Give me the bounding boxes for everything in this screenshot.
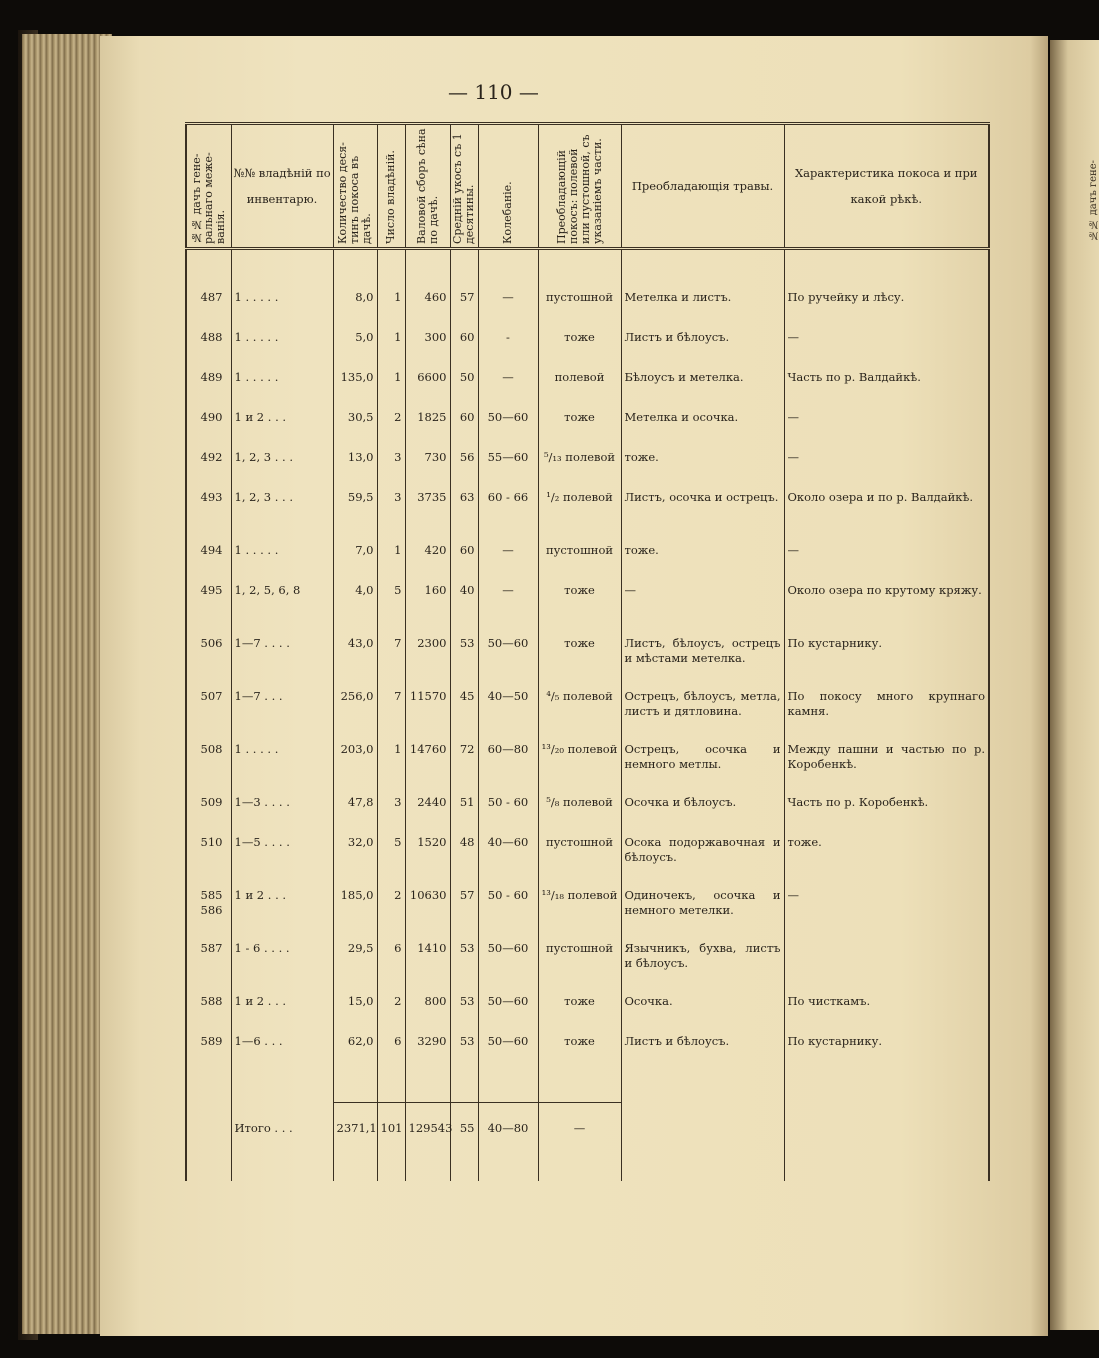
cell-travy: Листъ и бѣлоусъ. — [621, 330, 784, 370]
cell-sbor: 11570 — [405, 689, 450, 742]
cell-harakt: По ручейку и лѣсу. — [784, 290, 989, 330]
adjacent-page-fragment: №№ дачъ гене- — [1088, 160, 1099, 241]
table-row — [186, 795, 989, 835]
cell-harakt: — — [784, 888, 989, 941]
cell-vlad: 1, 2, 5, 6, 8 — [231, 583, 333, 636]
table-row — [186, 835, 989, 888]
cell-koleb: 50—60 — [478, 410, 538, 450]
cell-vlad: 1—5 . . . . — [231, 835, 333, 888]
cell-sbor: 10630 — [405, 888, 450, 941]
header-pokos: Преобладающій покосъ: полевой или пустошной, съ указаніемъ части. — [538, 124, 621, 249]
cell-pokos: тоже — [538, 994, 621, 1034]
cell-dacha: 585 586 — [186, 888, 231, 941]
total-desyat: 2371,1 — [333, 1103, 377, 1182]
cell-ukos: 60 — [450, 543, 478, 583]
hay-statistics-table — [185, 122, 990, 1181]
cell-ukos: 53 — [450, 636, 478, 689]
cell-dacha: 488 — [186, 330, 231, 370]
total-empty-cell — [621, 1103, 784, 1182]
cell-vlad: 1 и 2 . . . — [231, 888, 333, 941]
cell-dacha: 492 — [186, 450, 231, 490]
cell-koleb: 40—60 — [478, 835, 538, 888]
cell-sbor: 800 — [405, 994, 450, 1034]
cell-pokos: ⁵/₁₃ полевой — [538, 450, 621, 490]
cell-pokos: ¹/₂ полевой — [538, 490, 621, 543]
cell-chislo: 5 — [377, 583, 405, 636]
cell-ukos: 60 — [450, 410, 478, 450]
total-koleb: 40—80 — [478, 1103, 538, 1182]
cell-desyat: 15,0 — [333, 994, 377, 1034]
table-row — [186, 583, 989, 636]
cell-sbor: 300 — [405, 330, 450, 370]
cell-harakt: тоже. — [784, 835, 989, 888]
cell-desyat: 32,0 — [333, 835, 377, 888]
cell-harakt: По покосу много крупнаго камня. — [784, 689, 989, 742]
cell-harakt: По чисткамъ. — [784, 994, 989, 1034]
cell-koleb: 50—60 — [478, 994, 538, 1034]
cell-ukos: 63 — [450, 490, 478, 543]
cell-dacha: 588 — [186, 994, 231, 1034]
header-ukos: Средній укосъ съ 1 десятины. — [450, 124, 478, 249]
table-row — [186, 941, 989, 994]
cell-dacha: 494 — [186, 543, 231, 583]
cell-sbor: 730 — [405, 450, 450, 490]
cell-travy: Одиночекъ, осочка и немного метелки. — [621, 888, 784, 941]
cell-sbor: 6600 — [405, 370, 450, 410]
cell-desyat: 135,0 — [333, 370, 377, 410]
table-row — [186, 636, 989, 689]
total-sbor: 129543 — [405, 1103, 450, 1182]
cell-ukos: 48 — [450, 835, 478, 888]
table-row — [186, 330, 989, 370]
total-label: Итого . . . — [231, 1103, 333, 1182]
header-harakteristika: Характеристика покоса и при какой рѣкѣ. — [784, 124, 989, 249]
cell-ukos: 53 — [450, 1034, 478, 1103]
cell-travy: Осока подоржавочная и бѣлоусъ. — [621, 835, 784, 888]
cell-sbor: 460 — [405, 290, 450, 330]
cell-harakt — [784, 941, 989, 994]
table-row — [186, 370, 989, 410]
cell-chislo: 1 — [377, 370, 405, 410]
cell-chislo: 2 — [377, 888, 405, 941]
cell-ukos: 72 — [450, 742, 478, 795]
table-row — [186, 450, 989, 490]
cell-pokos: пустошной — [538, 941, 621, 994]
cell-travy: Метелка и листъ. — [621, 290, 784, 330]
cell-travy: Метелка и осочка. — [621, 410, 784, 450]
cell-travy: Листъ, осочка и острецъ. — [621, 490, 784, 543]
cell-ukos: 57 — [450, 290, 478, 330]
cell-pokos: тоже — [538, 636, 621, 689]
cell-pokos: ¹³/₁₈ полевой — [538, 888, 621, 941]
cell-desyat: 5,0 — [333, 330, 377, 370]
cell-koleb: 50—60 — [478, 941, 538, 994]
cell-travy: тоже. — [621, 450, 784, 490]
page-number: — 110 — — [448, 80, 539, 104]
cell-vlad: 1 и 2 . . . — [231, 994, 333, 1034]
cell-harakt: По кустарнику. — [784, 1034, 989, 1103]
cell-sbor: 1520 — [405, 835, 450, 888]
cell-dacha: 589 — [186, 1034, 231, 1103]
cell-travy: Острецъ, осочка и немного метлы. — [621, 742, 784, 795]
cell-chislo: 7 — [377, 689, 405, 742]
cell-koleb: — — [478, 543, 538, 583]
cell-desyat: 256,0 — [333, 689, 377, 742]
cell-sbor: 2300 — [405, 636, 450, 689]
cell-vlad: 1 . . . . . — [231, 742, 333, 795]
cell-pokos: ⁵/₈ полевой — [538, 795, 621, 835]
cell-chislo: 1 — [377, 543, 405, 583]
cell-vlad: 1 и 2 . . . — [231, 410, 333, 450]
cell-chislo: 1 — [377, 742, 405, 795]
cell-vlad: 1, 2, 3 . . . — [231, 490, 333, 543]
table-row — [186, 490, 989, 543]
cell-chislo: 1 — [377, 330, 405, 370]
cell-dacha: 508 — [186, 742, 231, 795]
cell-koleb: — — [478, 370, 538, 410]
cell-desyat: 8,0 — [333, 290, 377, 330]
cell-chislo: 5 — [377, 835, 405, 888]
header-dacha: №№ дачъ гене-ральнаго меже-ванія. — [186, 124, 231, 249]
book-page-edges — [22, 34, 112, 1334]
cell-koleb: 50—60 — [478, 1034, 538, 1103]
cell-koleb: 50 - 60 — [478, 888, 538, 941]
cell-ukos: 40 — [450, 583, 478, 636]
cell-vlad: 1—7 . . . — [231, 689, 333, 742]
cell-sbor: 1825 — [405, 410, 450, 450]
total-ukos: 55 — [450, 1103, 478, 1182]
adjacent-page — [1050, 40, 1099, 1330]
cell-travy: Бѣлоусъ и метелка. — [621, 370, 784, 410]
cell-koleb: 50 - 60 — [478, 795, 538, 835]
cell-harakt: Около озера по крутому кряжу. — [784, 583, 989, 636]
cell-travy: — — [621, 583, 784, 636]
cell-dacha: 489 — [186, 370, 231, 410]
cell-ukos: 60 — [450, 330, 478, 370]
cell-chislo: 3 — [377, 450, 405, 490]
cell-desyat: 29,5 — [333, 941, 377, 994]
cell-desyat: 4,0 — [333, 583, 377, 636]
total-empty-cell — [784, 1103, 989, 1182]
cell-desyat: 203,0 — [333, 742, 377, 795]
total-pokos: — — [538, 1103, 621, 1182]
total-empty-cell — [186, 1103, 231, 1182]
cell-desyat: 185,0 — [333, 888, 377, 941]
cell-vlad: 1 - 6 . . . . — [231, 941, 333, 994]
cell-ukos: 56 — [450, 450, 478, 490]
cell-desyat: 47,8 — [333, 795, 377, 835]
cell-dacha: 506 — [186, 636, 231, 689]
table-row — [186, 888, 989, 941]
cell-vlad: 1 . . . . . — [231, 543, 333, 583]
cell-sbor: 14760 — [405, 742, 450, 795]
table-row — [186, 290, 989, 330]
cell-dacha: 509 — [186, 795, 231, 835]
header-sbor: Валовой сборъ сѣна по дачѣ. — [405, 124, 450, 249]
cell-dacha: 493 — [186, 490, 231, 543]
table-row — [186, 1034, 989, 1103]
cell-sbor: 420 — [405, 543, 450, 583]
cell-pokos: пустошной — [538, 543, 621, 583]
cell-pokos: тоже — [538, 583, 621, 636]
cell-pokos: пустошной — [538, 290, 621, 330]
cell-pokos: ⁴/₅ полевой — [538, 689, 621, 742]
table-row — [186, 994, 989, 1034]
cell-dacha: 487 — [186, 290, 231, 330]
cell-vlad: 1—6 . . . — [231, 1034, 333, 1103]
cell-vlad: 1 . . . . . — [231, 370, 333, 410]
cell-desyat: 30,5 — [333, 410, 377, 450]
cell-sbor: 3290 — [405, 1034, 450, 1103]
cell-koleb: 60—80 — [478, 742, 538, 795]
cell-sbor: 2440 — [405, 795, 450, 835]
cell-chislo: 3 — [377, 490, 405, 543]
cell-harakt: — — [784, 410, 989, 450]
cell-pokos: ¹³/₂₀ полевой — [538, 742, 621, 795]
cell-pokos: полевой — [538, 370, 621, 410]
cell-sbor: 3735 — [405, 490, 450, 543]
cell-vlad: 1 . . . . . — [231, 290, 333, 330]
cell-vlad: 1, 2, 3 . . . — [231, 450, 333, 490]
cell-desyat: 43,0 — [333, 636, 377, 689]
cell-koleb: — — [478, 583, 538, 636]
cell-koleb: 55—60 — [478, 450, 538, 490]
cell-desyat: 7,0 — [333, 543, 377, 583]
cell-harakt: По кустарнику. — [784, 636, 989, 689]
cell-pokos: тоже — [538, 330, 621, 370]
cell-koleb: 60 - 66 — [478, 490, 538, 543]
cell-travy: Язычникъ, бухва, листъ и бѣлоусъ. — [621, 941, 784, 994]
cell-chislo: 2 — [377, 410, 405, 450]
cell-harakt: — — [784, 543, 989, 583]
cell-ukos: 45 — [450, 689, 478, 742]
cell-sbor: 160 — [405, 583, 450, 636]
cell-dacha: 587 — [186, 941, 231, 994]
total-row — [186, 1103, 989, 1182]
cell-pokos: тоже — [538, 1034, 621, 1103]
cell-desyat: 13,0 — [333, 450, 377, 490]
cell-travy: тоже. — [621, 543, 784, 583]
cell-koleb: 50—60 — [478, 636, 538, 689]
cell-pokos: пустошной — [538, 835, 621, 888]
header-row — [186, 124, 989, 249]
header-vladeniy: №№ владѣній по инвентарю. — [231, 124, 333, 249]
cell-dacha: 490 — [186, 410, 231, 450]
cell-vlad: 1—7 . . . . — [231, 636, 333, 689]
cell-travy: Листъ, бѣлоусъ, острецъ и мѣстами метелка. — [621, 636, 784, 689]
table-row — [186, 543, 989, 583]
cell-ukos: 53 — [450, 994, 478, 1034]
cell-vlad: 1—3 . . . . — [231, 795, 333, 835]
top-spacer-row — [186, 249, 989, 291]
header-travy: Преобладающія травы. — [621, 124, 784, 249]
cell-chislo: 7 — [377, 636, 405, 689]
cell-pokos: тоже — [538, 410, 621, 450]
cell-harakt: Около озера и по р. Валдайкѣ. — [784, 490, 989, 543]
header-desyatin: Количество деся-тинъ покоса въ дачѣ. — [333, 124, 377, 249]
cell-travy: Листъ и бѣлоусъ. — [621, 1034, 784, 1103]
header-kolebanie: Колебаніе. — [478, 124, 538, 249]
cell-dacha: 495 — [186, 583, 231, 636]
cell-travy: Осочка и бѣлоусъ. — [621, 795, 784, 835]
total-chislo: 101 — [377, 1103, 405, 1182]
cell-desyat: 59,5 — [333, 490, 377, 543]
header-chislo: Число владѣній. — [377, 124, 405, 249]
cell-harakt: Между пашни и частью по р. Коробенкѣ. — [784, 742, 989, 795]
cell-harakt: Часть по р. Валдайкѣ. — [784, 370, 989, 410]
cell-harakt: — — [784, 450, 989, 490]
cell-desyat: 62,0 — [333, 1034, 377, 1103]
cell-ukos: 57 — [450, 888, 478, 941]
table-row — [186, 742, 989, 795]
cell-chislo: 1 — [377, 290, 405, 330]
cell-harakt: Часть по р. Коробенкѣ. — [784, 795, 989, 835]
cell-travy: Острецъ, бѣлоусъ, метла, листъ и дятловина. — [621, 689, 784, 742]
cell-chislo: 2 — [377, 994, 405, 1034]
cell-chislo: 6 — [377, 941, 405, 994]
table-row — [186, 689, 989, 742]
cell-chislo: 6 — [377, 1034, 405, 1103]
cell-chislo: 3 — [377, 795, 405, 835]
cell-dacha: 510 — [186, 835, 231, 888]
cell-ukos: 50 — [450, 370, 478, 410]
cell-dacha: 507 — [186, 689, 231, 742]
cell-travy: Осочка. — [621, 994, 784, 1034]
cell-koleb: — — [478, 290, 538, 330]
table-row — [186, 410, 989, 450]
cell-ukos: 53 — [450, 941, 478, 994]
cell-sbor: 1410 — [405, 941, 450, 994]
cell-harakt: — — [784, 330, 989, 370]
cell-ukos: 51 — [450, 795, 478, 835]
cell-koleb: 40—50 — [478, 689, 538, 742]
cell-vlad: 1 . . . . . — [231, 330, 333, 370]
cell-koleb: - — [478, 330, 538, 370]
